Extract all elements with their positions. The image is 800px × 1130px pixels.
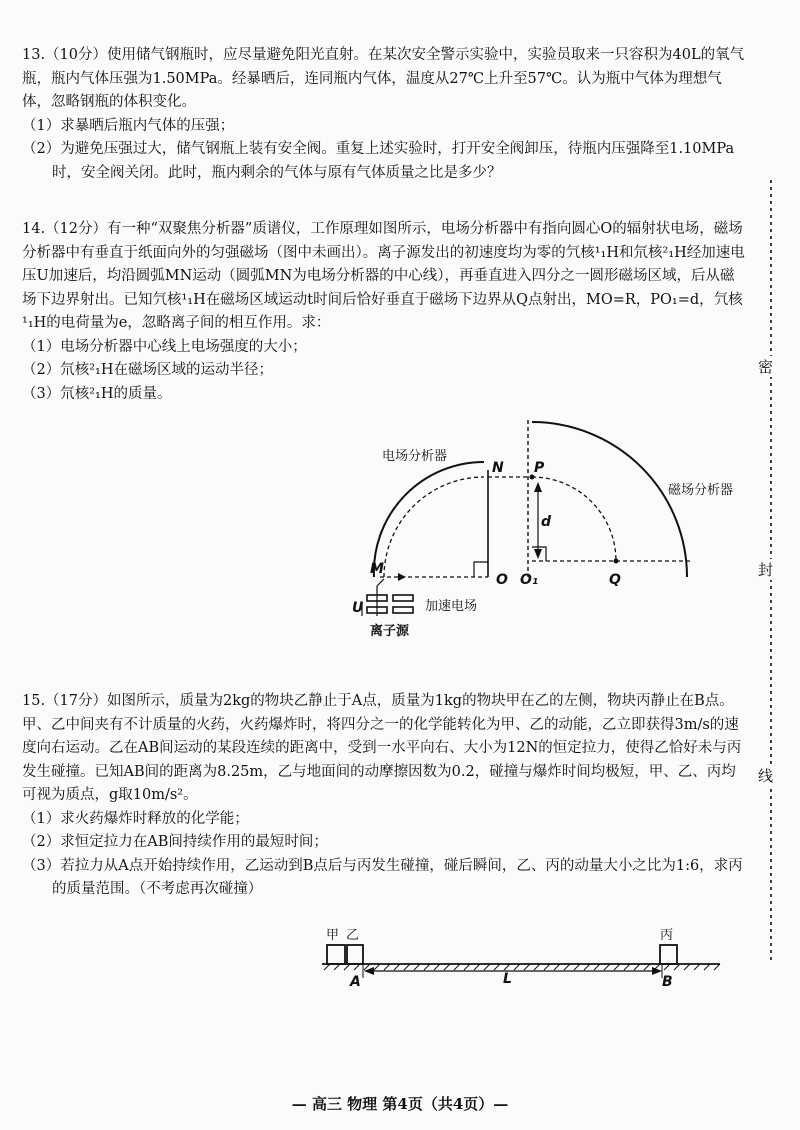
label-jia: 甲 <box>326 928 340 943</box>
mass-spectrometer-figure <box>340 410 760 650</box>
plate-right-2 <box>393 607 413 613</box>
q15-sub-1: （1）求火药爆炸时释放的化学能； <box>22 810 249 827</box>
q14-sub-3: （3）氘核²₁H的质量。 <box>22 385 172 402</box>
right-angle-mark <box>474 562 488 577</box>
label-u: U <box>352 600 364 616</box>
label-bing: 丙 <box>660 928 674 943</box>
label-b: B <box>662 974 673 990</box>
label-a: A <box>350 974 361 990</box>
magnetic-analyzer-arc <box>532 422 687 577</box>
label-p: P <box>534 460 545 476</box>
q13-stem: 13.（10分）使用储气钢瓶时，应尽量避免阳光直射。在某次安全警示实验中，实验员取来一只容积为40L的氧气瓶，瓶内气体压强为1.50MPa。经暴晒后，连同瓶内气体，温度从27℃上升至57℃。认为瓶中气体为理想气体，忽略钢瓶的体积变化。 <box>22 47 745 110</box>
label-electric-analyzer: 电场分析器 <box>382 449 448 464</box>
q15-sub-3: （3）若拉力从A点开始持续作用，乙运动到B点后与丙发生碰撞，碰后瞬间，乙、丙的动量大小之比为1:6，求丙的质量范围。（不考虑再次碰撞） <box>22 857 743 897</box>
block-figure <box>315 920 735 990</box>
binding-char-xian: 线 <box>758 767 774 785</box>
block-jia <box>327 945 345 964</box>
page-footer: — 高三 物理 第4页（共4页）— <box>291 1095 509 1113</box>
label-accel-field: 加速电场 <box>425 599 478 614</box>
q14-sub-1: （1）电场分析器中心线上电场强度的大小； <box>22 338 307 355</box>
label-d: d <box>541 514 552 530</box>
q15-sub-2: （2）求恒定拉力在AB间持续作用的最短时间； <box>22 834 328 850</box>
label-n: N <box>492 460 504 476</box>
label-o: O <box>496 572 508 588</box>
binding-char-mi: 密 <box>758 358 774 376</box>
question-13 <box>22 44 747 185</box>
label-o1: O₁ <box>520 572 539 588</box>
arrow-m-head <box>398 573 406 581</box>
q14-sub-2: （2）氘核²₁H在磁场区域的运动半径； <box>22 362 273 378</box>
block-bing <box>660 945 677 964</box>
q13-sub-2: （2）为避免压强过大，储气钢瓶上装有安全阀。重复上述实验时，打开安全阀卸压，待瓶内压强降至1.10MPa时，安全阀关闭。此时，瓶内剩余的气体与原有气体质量之比是多少？ <box>22 141 735 181</box>
binding-char-feng: 封 <box>758 561 774 579</box>
question-15 <box>22 690 747 902</box>
electric-analyzer-arc <box>374 462 484 577</box>
q14-stem: 14.（12分）有一种“双聚焦分析器”质谱仪，工作原理如图所示，电场分析器中有指向圆心O的辐射状电场，磁场分析器中有垂直于纸面向外的匀强磁场（图中未画出）。离子源发出的初速度均为零的氕核¹₁H和氘核²₁H经加速电压U加速后，均沿圆弧MN运动（圆弧MN为电场分析器的中心线），再垂直进入四分之一圆形磁场区域，后从磁场下边界射出。已知氕核¹₁H在磁场区域运动t时间后恰好垂直于磁场下边界从Q点射出，MO=R，PO₁=d，氕核¹₁H的电荷量为e，忽略离子间的相互作用。求： <box>22 221 745 331</box>
question-14 <box>22 218 747 406</box>
block-yi <box>347 945 363 964</box>
q13-sub-1: （1）求暴晒后瓶内气体的压强； <box>22 117 235 134</box>
label-ion-source: 离子源 <box>370 624 410 639</box>
label-yi: 乙 <box>346 928 360 943</box>
label-m: M <box>370 561 384 577</box>
label-l: L <box>503 971 512 987</box>
label-q: Q <box>609 572 621 588</box>
q15-stem: 15.（17分）如图所示，质量为2kg的物块乙静止于A点，质量为1kg的物块甲在乙的左侧，物块丙静止在B点。甲、乙中间夹有不计质量的火药，火药爆炸时，将四分之一的化学能转化为甲、乙的动能，乙立即获得3m/s的速度向右运动。乙在AB间运动的某段连续的距离中，受到一水平向右、大小为12N的恒定拉力，使得乙恰好未与丙发生碰撞。已知AB间的距离为8.25m，乙与地面间的动摩擦因数为0.2，碰撞与爆炸时间均极短，甲、乙、丙均可视为质点，g取10m/s²。 <box>22 693 742 803</box>
arc-mn-centerline <box>384 477 484 577</box>
label-magnetic-analyzer: 磁场分析器 <box>668 483 734 498</box>
plate-right <box>393 595 413 601</box>
